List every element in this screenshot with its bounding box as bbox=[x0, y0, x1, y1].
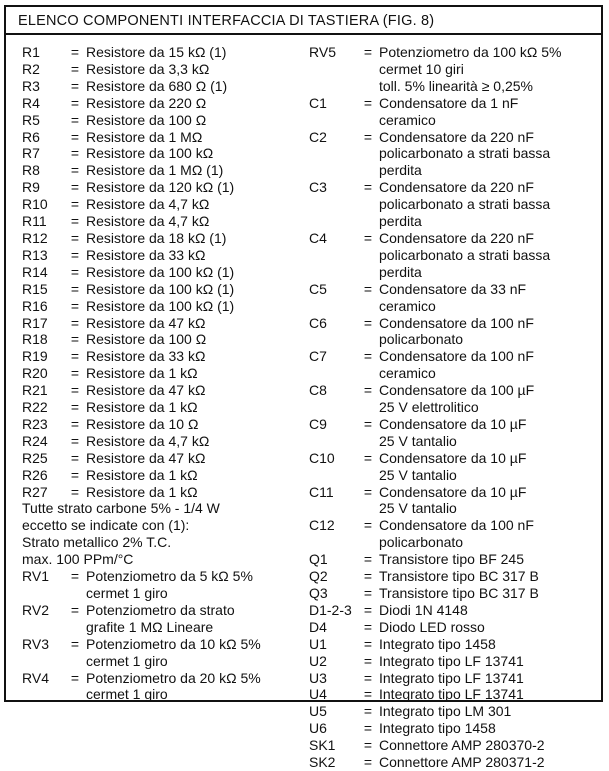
component-description: Condensatore da 220 nF bbox=[379, 229, 534, 246]
component-ref: R1 bbox=[22, 44, 40, 60]
description-continuation: perdita bbox=[379, 162, 422, 179]
equals-sign: = bbox=[70, 365, 80, 382]
equals-sign: = bbox=[363, 635, 373, 652]
description-continuation: cermet 1 giro bbox=[86, 585, 168, 601]
equals-sign: = bbox=[70, 229, 80, 246]
component-row bbox=[309, 619, 593, 636]
equals-sign: = bbox=[70, 111, 80, 128]
component-row bbox=[309, 670, 593, 687]
equals-sign: = bbox=[363, 314, 373, 331]
resistor-row bbox=[22, 95, 312, 112]
component-ref: Q2 bbox=[309, 568, 328, 585]
component-description: Resistore da 220 Ω bbox=[86, 94, 207, 111]
component-row bbox=[309, 450, 593, 467]
component-ref: R24 bbox=[22, 432, 48, 449]
equals-sign: = bbox=[70, 568, 80, 585]
equals-sign: = bbox=[363, 382, 373, 399]
component-description: Condensatore da 10 µF bbox=[379, 483, 527, 500]
equals-sign: = bbox=[70, 331, 80, 348]
potentiometer-row bbox=[22, 568, 312, 585]
component-description: Diodo LED rosso bbox=[379, 618, 485, 635]
resistor-row bbox=[22, 112, 312, 129]
description-continuation: cermet 1 giro bbox=[86, 686, 168, 703]
component-row bbox=[309, 416, 593, 433]
resistor-row bbox=[22, 382, 312, 399]
resistor-row bbox=[22, 450, 312, 467]
resistor-row bbox=[22, 365, 312, 382]
equals-sign: = bbox=[363, 348, 373, 365]
component-ref: R6 bbox=[22, 128, 40, 145]
component-row bbox=[309, 653, 593, 670]
equals-sign: = bbox=[70, 669, 80, 686]
component-ref: R21 bbox=[22, 382, 48, 399]
equals-sign: = bbox=[70, 415, 80, 432]
component-row bbox=[309, 230, 593, 247]
equals-sign: = bbox=[70, 483, 80, 500]
component-description: Integrato tipo LF 13741 bbox=[379, 652, 524, 669]
component-ref: R13 bbox=[22, 246, 48, 263]
description-continuation: policarbonato bbox=[379, 331, 464, 348]
component-row bbox=[309, 484, 593, 501]
resistor-note: Tutte strato carbone 5% - 1/4 W bbox=[22, 500, 220, 517]
equals-sign: = bbox=[70, 246, 80, 263]
component-description: Condensatore da 10 µF bbox=[379, 415, 527, 432]
description-continuation: perdita bbox=[379, 263, 422, 280]
component-ref: R19 bbox=[22, 348, 48, 365]
resistor-row bbox=[22, 145, 312, 162]
component-description: Diodi 1N 4148 bbox=[379, 601, 468, 618]
component-description: Condensatore da 100 nF bbox=[379, 314, 534, 331]
component-ref: R17 bbox=[22, 314, 48, 331]
resistor-row bbox=[22, 179, 312, 196]
equals-sign: = bbox=[363, 415, 373, 432]
equals-sign: = bbox=[70, 348, 80, 365]
component-ref: R5 bbox=[22, 111, 40, 128]
equals-sign: = bbox=[363, 551, 373, 568]
component-description: Potenziometro da 100 kΩ 5% bbox=[379, 44, 562, 60]
equals-sign: = bbox=[70, 94, 80, 111]
resistor-row bbox=[22, 264, 312, 281]
component-description: Resistore da 4,7 kΩ bbox=[86, 432, 210, 449]
component-ref: R25 bbox=[22, 449, 48, 466]
equals-sign: = bbox=[363, 601, 373, 618]
component-description: Resistore da 100 Ω bbox=[86, 111, 207, 128]
component-row bbox=[309, 720, 593, 737]
equals-sign: = bbox=[70, 297, 80, 314]
component-description: Condensatore da 220 nF bbox=[379, 179, 534, 196]
description-continuation: 25 V tantalio bbox=[379, 500, 457, 517]
description-continuation: policarbonato a strati bassa bbox=[379, 246, 551, 263]
component-ref: U4 bbox=[309, 686, 327, 703]
component-row bbox=[309, 585, 593, 602]
component-ref: C1 bbox=[309, 94, 327, 111]
component-ref: R3 bbox=[22, 77, 40, 94]
component-description: Resistore da 1 kΩ bbox=[86, 466, 198, 483]
component-row bbox=[309, 602, 593, 619]
component-description: Potenziometro da strato bbox=[86, 601, 235, 618]
equals-sign: = bbox=[363, 585, 373, 601]
component-ref: D1-2-3 bbox=[309, 601, 352, 618]
component-ref: R8 bbox=[22, 162, 40, 179]
component-row bbox=[309, 44, 593, 61]
equals-sign: = bbox=[70, 263, 80, 280]
component-description: Transistore tipo BF 245 bbox=[379, 551, 524, 568]
component-ref: R16 bbox=[22, 297, 48, 314]
component-description: Integrato tipo 1458 bbox=[379, 720, 496, 737]
equals-sign: = bbox=[363, 179, 373, 196]
component-ref: U3 bbox=[309, 669, 327, 686]
equals-sign: = bbox=[363, 280, 373, 297]
resistor-row bbox=[22, 281, 312, 298]
equals-sign: = bbox=[70, 213, 80, 230]
component-ref: R23 bbox=[22, 415, 48, 432]
component-ref: R18 bbox=[22, 331, 48, 348]
component-description: Resistore da 120 kΩ (1) bbox=[86, 179, 235, 196]
equals-sign: = bbox=[363, 618, 373, 635]
equals-sign: = bbox=[363, 669, 373, 686]
resistor-row bbox=[22, 162, 312, 179]
component-row bbox=[309, 517, 593, 534]
component-description: Transistore tipo BC 317 B bbox=[379, 585, 539, 601]
equals-sign: = bbox=[363, 703, 373, 720]
resistor-row bbox=[22, 247, 312, 264]
component-description: Potenziometro da 10 kΩ 5% bbox=[86, 635, 261, 652]
equals-sign: = bbox=[70, 280, 80, 297]
component-ref: C7 bbox=[309, 348, 327, 365]
component-description: Resistore da 100 kΩ (1) bbox=[86, 263, 235, 280]
component-description: Integrato tipo LF 13741 bbox=[379, 669, 524, 686]
component-description: Potenziometro da 20 kΩ 5% bbox=[86, 669, 261, 686]
resistor-row bbox=[22, 416, 312, 433]
component-description: Condensatore da 220 nF bbox=[379, 128, 534, 145]
component-ref: U1 bbox=[309, 635, 327, 652]
equals-sign: = bbox=[70, 44, 80, 60]
description-continuation: ceramico bbox=[379, 297, 436, 314]
resistor-row bbox=[22, 484, 312, 501]
equals-sign: = bbox=[363, 94, 373, 111]
equals-sign: = bbox=[363, 449, 373, 466]
component-row bbox=[309, 737, 593, 754]
equals-sign: = bbox=[363, 517, 373, 534]
left-column bbox=[22, 44, 312, 703]
right-column bbox=[309, 44, 593, 771]
component-description: Resistore da 1 kΩ bbox=[86, 483, 198, 500]
component-description: Resistore da 680 Ω (1) bbox=[86, 77, 228, 94]
component-description: Integrato tipo LM 301 bbox=[379, 703, 512, 720]
component-description: Transistore tipo BC 317 B bbox=[379, 568, 539, 585]
component-ref: R9 bbox=[22, 179, 40, 196]
component-ref: R20 bbox=[22, 365, 48, 382]
equals-sign: = bbox=[70, 314, 80, 331]
component-row bbox=[309, 348, 593, 365]
potentiometer-row bbox=[22, 636, 312, 653]
component-row bbox=[309, 754, 593, 771]
description-continuation: cermet 10 giri bbox=[379, 60, 464, 77]
component-ref: RV2 bbox=[22, 601, 49, 618]
component-ref: U5 bbox=[309, 703, 327, 720]
equals-sign: = bbox=[70, 145, 80, 162]
component-row bbox=[309, 686, 593, 703]
component-description: Condensatore da 1 nF bbox=[379, 94, 519, 111]
component-ref: C10 bbox=[309, 449, 335, 466]
component-description: Connettore AMP 280370-2 bbox=[379, 737, 545, 754]
component-description: Condensatore da 100 µF bbox=[379, 382, 535, 399]
component-ref: R15 bbox=[22, 280, 48, 297]
component-description: Condensatore da 33 nF bbox=[379, 280, 527, 297]
description-continuation: toll. 5% linearità ≥ 0,25% bbox=[379, 77, 533, 94]
potentiometer-row bbox=[22, 602, 312, 619]
component-description: Potenziometro da 5 kΩ 5% bbox=[86, 568, 253, 585]
component-ref: C4 bbox=[309, 229, 327, 246]
component-description: Resistore da 4,7 kΩ bbox=[86, 196, 210, 213]
component-ref: U6 bbox=[309, 720, 327, 737]
component-description: Resistore da 1 kΩ bbox=[86, 365, 198, 382]
component-ref: C11 bbox=[309, 483, 334, 500]
component-ref: Q3 bbox=[309, 585, 328, 601]
description-continuation: 25 V tantalio bbox=[379, 466, 457, 483]
component-ref: C6 bbox=[309, 314, 327, 331]
component-description: Resistore da 100 kΩ (1) bbox=[86, 280, 235, 297]
component-description: Resistore da 1 kΩ bbox=[86, 399, 198, 416]
component-row bbox=[309, 315, 593, 332]
component-ref: C3 bbox=[309, 179, 327, 196]
resistor-row bbox=[22, 230, 312, 247]
component-description: Resistore da 1 MΩ bbox=[86, 128, 203, 145]
component-row bbox=[309, 129, 593, 146]
component-description: Resistore da 47 kΩ bbox=[86, 314, 206, 331]
component-ref: RV3 bbox=[22, 635, 49, 652]
equals-sign: = bbox=[363, 720, 373, 737]
equals-sign: = bbox=[70, 449, 80, 466]
component-ref: C2 bbox=[309, 128, 327, 145]
equals-sign: = bbox=[70, 382, 80, 399]
component-description: Resistore da 10 Ω bbox=[86, 415, 199, 432]
description-continuation: ceramico bbox=[379, 111, 436, 128]
equals-sign: = bbox=[70, 601, 80, 618]
resistor-note: Strato metallico 2% T.C. bbox=[22, 534, 172, 551]
component-ref: R11 bbox=[22, 213, 47, 230]
resistor-row bbox=[22, 298, 312, 315]
component-description: Resistore da 100 Ω bbox=[86, 331, 207, 348]
equals-sign: = bbox=[70, 196, 80, 213]
resistor-row bbox=[22, 129, 312, 146]
component-ref: U2 bbox=[309, 652, 327, 669]
equals-sign: = bbox=[70, 60, 80, 77]
component-row bbox=[309, 568, 593, 585]
component-ref: RV4 bbox=[22, 669, 49, 686]
component-ref: R7 bbox=[22, 145, 40, 162]
component-ref: C5 bbox=[309, 280, 327, 297]
resistor-row bbox=[22, 348, 312, 365]
resistor-row bbox=[22, 467, 312, 484]
equals-sign: = bbox=[70, 466, 80, 483]
resistor-row bbox=[22, 315, 312, 332]
equals-sign: = bbox=[363, 483, 373, 500]
component-row bbox=[309, 281, 593, 298]
description-continuation: 25 V elettrolitico bbox=[379, 399, 479, 416]
component-ref: C8 bbox=[309, 382, 327, 399]
equals-sign: = bbox=[363, 229, 373, 246]
component-description: Resistore da 15 kΩ (1) bbox=[86, 44, 227, 60]
equals-sign: = bbox=[363, 652, 373, 669]
component-ref: R22 bbox=[22, 399, 48, 416]
equals-sign: = bbox=[363, 44, 373, 60]
component-description: Resistore da 47 kΩ bbox=[86, 382, 206, 399]
equals-sign: = bbox=[363, 737, 373, 754]
equals-sign: = bbox=[363, 128, 373, 145]
component-ref: D4 bbox=[309, 618, 327, 635]
component-description: Resistore da 18 kΩ (1) bbox=[86, 229, 227, 246]
component-row bbox=[309, 636, 593, 653]
description-continuation: policarbonato a strati bassa bbox=[379, 196, 551, 213]
equals-sign: = bbox=[363, 686, 373, 703]
resistor-row bbox=[22, 399, 312, 416]
component-description: Integrato tipo LF 13741 bbox=[379, 686, 524, 703]
component-ref: Q1 bbox=[309, 551, 328, 568]
resistor-row bbox=[22, 331, 312, 348]
component-ref: RV5 bbox=[309, 44, 336, 60]
resistor-row bbox=[22, 213, 312, 230]
component-ref: R2 bbox=[22, 60, 40, 77]
description-continuation: grafite 1 MΩ Lineare bbox=[86, 618, 214, 635]
component-description: Condensatore da 100 nF bbox=[379, 517, 534, 534]
component-ref: R4 bbox=[22, 94, 40, 111]
component-description: Resistore da 33 kΩ bbox=[86, 348, 206, 365]
component-ref: R26 bbox=[22, 466, 48, 483]
component-description: Resistore da 100 kΩ (1) bbox=[86, 297, 235, 314]
component-ref: SK2 bbox=[309, 754, 336, 771]
component-ref: R12 bbox=[22, 229, 48, 246]
resistor-note: eccetto se indicate con (1): bbox=[22, 517, 190, 534]
equals-sign: = bbox=[70, 432, 80, 449]
component-row bbox=[309, 551, 593, 568]
page-title: ELENCO COMPONENTI INTERFACCIA DI TASTIERA (FIG. 8) bbox=[6, 7, 601, 35]
resistor-note: max. 100 PPm/°C bbox=[22, 551, 134, 568]
description-continuation: 25 V tantalio bbox=[379, 432, 457, 449]
resistor-row bbox=[22, 44, 312, 61]
component-description: Resistore da 100 kΩ bbox=[86, 145, 214, 162]
resistor-row bbox=[22, 196, 312, 213]
equals-sign: = bbox=[70, 162, 80, 179]
component-description: Resistore da 3,3 kΩ bbox=[86, 60, 210, 77]
equals-sign: = bbox=[70, 77, 80, 94]
description-continuation: policarbonato a strati bassa bbox=[379, 145, 551, 162]
equals-sign: = bbox=[70, 179, 80, 196]
component-description: Integrato tipo 1458 bbox=[379, 635, 496, 652]
resistor-row bbox=[22, 78, 312, 95]
component-description: Resistore da 47 kΩ bbox=[86, 449, 206, 466]
equals-sign: = bbox=[70, 635, 80, 652]
component-description: Condensatore da 10 µF bbox=[379, 449, 527, 466]
equals-sign: = bbox=[70, 399, 80, 416]
equals-sign: = bbox=[363, 568, 373, 585]
component-ref: C12 bbox=[309, 517, 335, 534]
description-continuation: ceramico bbox=[379, 365, 436, 382]
description-continuation: policarbonato bbox=[379, 534, 464, 551]
component-description: Condensatore da 100 nF bbox=[379, 348, 534, 365]
resistor-row bbox=[22, 433, 312, 450]
component-ref: R10 bbox=[22, 196, 48, 213]
component-row bbox=[309, 95, 593, 112]
component-row bbox=[309, 179, 593, 196]
resistor-row bbox=[22, 61, 312, 78]
description-continuation: cermet 1 giro bbox=[86, 652, 168, 669]
component-description: Resistore da 1 MΩ (1) bbox=[86, 162, 224, 179]
equals-sign: = bbox=[70, 128, 80, 145]
equals-sign: = bbox=[363, 754, 373, 771]
component-row bbox=[309, 382, 593, 399]
component-description: Connettore AMP 280371-2 bbox=[379, 754, 545, 771]
potentiometer-row bbox=[22, 670, 312, 687]
component-description: Resistore da 33 kΩ bbox=[86, 246, 206, 263]
component-ref: C9 bbox=[309, 415, 327, 432]
description-continuation: perdita bbox=[379, 213, 422, 230]
component-ref: R27 bbox=[22, 483, 48, 500]
component-ref: RV1 bbox=[22, 568, 49, 585]
component-description: Resistore da 4,7 kΩ bbox=[86, 213, 210, 230]
component-ref: SK1 bbox=[309, 737, 336, 754]
component-ref: R14 bbox=[22, 263, 48, 280]
